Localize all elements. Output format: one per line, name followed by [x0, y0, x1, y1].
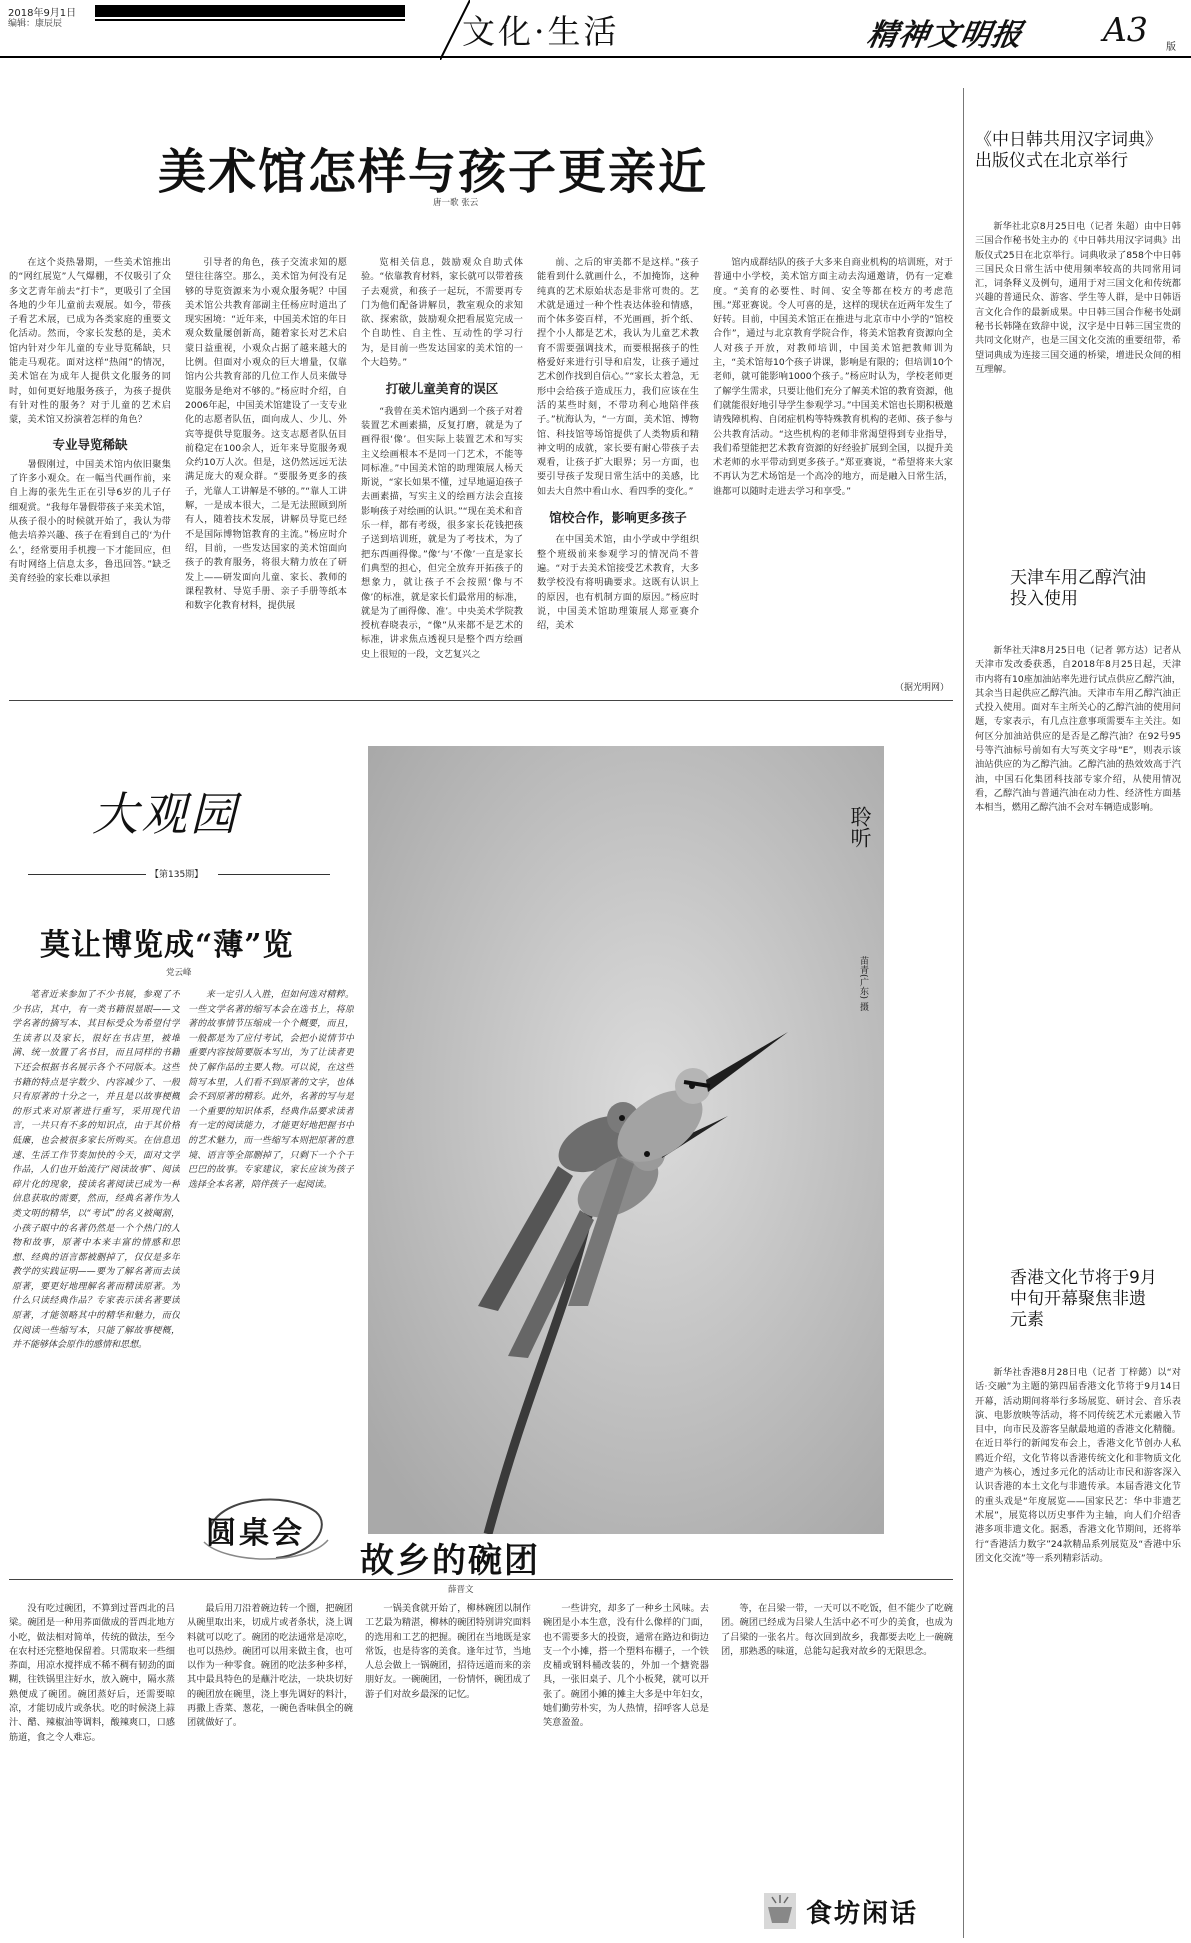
- right-item3-body: [975, 1366, 1181, 1934]
- header-divider: [963, 88, 964, 1938]
- hometown-column-3: [365, 1602, 531, 1936]
- paragraph: 暑假刚过，中国美术馆内依旧聚集了许多小观众。在一幅当代画作前，来自上海的张先生正在引导6岁的儿子仔细观赏。“我每年暑假带孩子来美术馆，从孩子很小的时候就开始了，我认为带他去培养兴趣、孩子在看到自己的‘为什么’，经常要用手机搜一下才能回应，但有时网络上信息太多，鲁迅回答。”缺乏美育经验的家长难以承担: [9, 458, 171, 585]
- header-date: 2018年9月1日: [8, 8, 77, 19]
- right-item1-title: 《中日韩共用汉字词典》出版仪式在北京举行: [975, 130, 1162, 171]
- main-article-byline: 唐一歌 张云: [433, 198, 479, 208]
- hometown-title: 故乡的碗团: [360, 1541, 540, 1581]
- header-black-bar: [95, 5, 405, 17]
- page-suffix: 版: [1166, 42, 1176, 53]
- paragraph: “我曾在美术馆内遇到一个孩子对着装置艺术画素描，反复打磨，就是为了画得很‘像’。但实际上装置艺术和写实主义绘画根本不是同一门艺术，不能等同标准。”中国美术馆的助理策展人杨天斯说，“家长如果不懂，过早地逼迫孩子去画素描，写实主义的绘画方法会直接影响孩子对绘画的认识。”“现在美术和音乐一样，都有考级，很多家长花钱把孩子送到培训班，就是为了考技术，为了把东西画得像。”像‘与’不像’一直是家长们典型的担心，但完全放弃开拓孩子的想象力，就让孩子不会按照‘像与不像’的标准，就是家长们最常用的标准，就是为了画得像、准’。中央美术学院教授杭春晓表示，“像”从来都不是艺术的标准，讲求焦点透视只是整个西方绘画史上很短的一段，文艺复兴之: [361, 405, 523, 660]
- main-article-source: （据光明网）: [895, 683, 950, 693]
- header-rule: [0, 56, 1191, 58]
- photo-caption-title: 聆听: [848, 806, 872, 848]
- paragraph: 一锅美食就开始了，柳林碗团以制作工艺最为精湛，柳林的碗团特别讲究面料的选用和工艺的把握。碗团在当地既是家常饭，也是待客的美食。逢年过节，当地人总会做上一锅碗团，招待远道而来的亲朋好友。一碗碗团，一份情怀，碗团成了游子们对故乡最深的记忆。: [365, 1603, 531, 1700]
- right-item3-title: 香港文化节将于9月中旬开幕聚焦非遗元素: [1010, 1268, 1157, 1330]
- header-diagonal: [440, 0, 470, 60]
- paragraph: 一些讲究，却多了一种乡土风味。去碗团是小本生意，没有什么像样的门面，也不需要多大的投资，通常在路边和街边支一个小摊，搭一个塑料布棚子，一个铁皮桶或钢料桶改装的，外加一个搪瓷器具，一张旧桌子、几个小板凳，就可以开张了。碗团小摊的摊主大多是中年妇女，她们勤劳朴实，为人热情，招呼客人总是笑意盈盈。: [543, 1603, 709, 1729]
- hometown-column-1: [9, 1602, 175, 1936]
- paragraph: 览相关信息，鼓励观众自助式体验。“依靠教育材料，家长就可以带着孩子去观赏，和孩子一起玩，不需要再专门为他们配备讲解员，教室观众的求知欲、探索欲，鼓励观众把看展览完成一个自助性、自主性、互动性的学习行为，是目前一些发达国家的美术馆的一个大趋势。”: [361, 257, 523, 369]
- daguanyuan-column-1: [12, 988, 180, 1576]
- paper-name-logo: 精神文明报: [864, 18, 1026, 53]
- right-item2-body: [975, 644, 1181, 1266]
- paragraph: 在中国美术馆，由小学或中学组织整个班级前来参观学习的情况尚不普遍。“对于去美术馆接受艺术教育，大多数学校没有将明确要求。这既有认识上的原因，也有机制方面的原因。”杨应时说，中国美术馆助理策展人郑亚赛介绍，美术: [537, 534, 699, 632]
- issue-left-line: [28, 874, 146, 875]
- article-column-1: [9, 256, 171, 696]
- paragraph: 新华社香港8月28日电（记者 丁梓懿）以“对话·交融”为主题的第四届香港文化节将于9月14日开幕，活动期间将举行多场展览、研讨会、音乐表演、电影放映等活动，将不同传统艺术元素融入节目中，向市民及游客呈献最地道的香港文化精髓。在近日举行的新闻发布会上，香港文化节创办人私鸥近介绍，文化节将以香港传统文化和非物质文化遗产为核心，透过多元化的活动让市民和游客深入认识香港的本土文化与非遗传承。本届香港文化节的重头戏是“年度展览——国家民艺：华中非遗艺术展”，展览将以历史事件为主轴，向人们介绍香港多项非遗文化。据悉，香港文化节期间，还将举行“香港活力数字”24款精品系列展览及“香港中乐团文化交流”等一系列精彩活动。: [975, 1367, 1181, 1564]
- paragraph: 最后用刀沿着碗边转一个圈，把碗团从碗里取出来，切成片或者条状，浇上调料就可以吃了。碗团的吃法通常是凉吃，也可以热炒。碗团可以用来做主食，也可以作为一种零食。碗团的吃法多种多样，其中最具特色的是蘸汁吃法，一块块切好的碗团放在碗里，浇上事先调好的料汁，再撒上香菜、葱花，一碗色香味俱全的碗团就做好了。: [187, 1603, 353, 1729]
- article-column-5: [713, 256, 953, 666]
- paragraph: 前、之后的审美都不是这样。”孩子能看到什么就画什么，不加掩饰，这种纯真的艺术原始状态是非常可贵的。艺术就是通过一种个性表达体验和情感，而个体多姿百样，不光画画，折个纸、捏个小人都是艺术，我认为儿童艺术教育不需要强调技术，而要根据孩子的性格爱好来进行引导和启发，让孩子通过艺术创作找到自信心。”“家长太着急，无形中会给孩子造成压力，我们应该在生活的某些时刻，不带功利心地陪伴孩子。”杭海认为，“一方面，美术馆、博物馆、科技馆等场馆提供了人类物质和精神文明的成就，家长要有耐心带孩子去观看，让孩子扩大眼界；另一方面，也要引导孩子发现日常生活中的美感，比如去大自然中看山水、看四季的变化。”: [537, 257, 699, 497]
- subheading-2: 打破儿童美育的误区: [385, 381, 499, 397]
- paragraph: 引导者的角色，孩子交流求知的愿望往往落空。那么，美术馆为何没有足够的导览资源来为小观众服务呢？中国美术馆公共教育部副主任杨应时道出了现实困境：“近年来，中国美术馆的年日观众数量屡创新高，随着家长对艺术启蒙日益重视，小观众占据了越来越大的比例。但面对小观众的巨大增量，仅靠馆内公共教育部的几位工作人员来做导览服务是绝对不够的。”杨应时介绍，自2006年起，中国美术馆建设了一支专业化的志愿者队伍，面向成人、少儿、外宾等提供导览服务。这支志愿者队伍目前稳定在100余人，近年来导览服务观众约10万人次。但是，这仍然远远无法满足庞大的观众群。“要服务更多的孩子，光靠人工讲解是不够的。”“靠人工讲解，一是成本很大，二是无法照顾到所有人，随着技术发展，讲解员导览已经不是国际博物馆教育的主流。”杨应时介绍，目前，一些发达国家的美术馆面向孩子的教育服务，将很大精力放在了研发上——研发面向儿童、家长、教师的课程教材、导览手册、亲子手册等纸本和数字化教育材料，提供展: [185, 257, 347, 612]
- food-logo-bowl-icon: [762, 1889, 802, 1933]
- main-article-bottom-rule: [9, 700, 953, 701]
- paragraph: 在这个炎热暑期，一些美术馆推出的“网红展览”人气爆棚，不仅吸引了众多文艺青年前去“打卡”，更吸引了全国各地的少年儿童前去观展。如今，带孩子看艺术展，已成为各类家庭的重要文化活动。然而，令家长发愁的是，美术馆内针对少年儿童的专业导览稀缺，只能走马观花。面对这样“热闹”的情况，美术馆在为成年人提供文化服务的同时，如何更好地服务孩子，为孩子提供有针对性的服务？对于儿童的艺术启蒙，美术馆又扮演着怎样的角色？: [9, 257, 171, 426]
- hometown-byline: 薛晋文: [448, 1585, 474, 1595]
- birds-on-branch-image: [368, 746, 884, 1534]
- right-item1-body: [975, 220, 1181, 560]
- article-column-4: [537, 256, 699, 696]
- right-item2-title: 天津车用乙醇汽油投入使用: [1010, 568, 1146, 609]
- main-article-title: 美术馆怎样与孩子更亲近: [158, 144, 709, 200]
- daguanyuan-title: 莫让博览成“薄”览: [40, 928, 294, 963]
- article-column-2: [185, 256, 347, 696]
- issue-right-line: [218, 874, 330, 875]
- header-underline: [95, 19, 405, 21]
- paragraph: 等，在吕梁一带，一天可以不吃饭，但不能少了吃碗团。碗团已经成为吕梁人生活中必不可少的美食，也成为了吕梁的一张名片。每次回到故乡，我都要去吃上一碗碗团，那熟悉的味道，总能勾起我对故乡的无限思念。: [721, 1603, 953, 1657]
- paragraph: 来一定引人入胜，但如何选对精粹。一些文学名著的缩写本会在选书上，将原著的故事情节压缩成一个个概要，而且，一般都是为了应付考试，会把小说情节中重要内容按简要版本写出，为了让读者更快了解作品的主要人物。可以说，在这些简写本里，人们看不到原著的文字，也体会不到原著的精彩。此外，名著的写与是一个重要的知识体系，经典作品要求读者有一定的阅读能力，才能更好地把握书中的艺术魅力，而一些缩写本则把原著的意境、语言等全部删掉了，只剩下一个个干巴巴的故事。专家建议，家长应该为孩子选择全本名著，陪伴孩子一起阅读。: [188, 990, 354, 1190]
- page-number: A3: [1103, 10, 1148, 49]
- daguanyuan-column-2: [188, 988, 354, 1368]
- daguanyuan-byline: 党云峰: [166, 968, 192, 978]
- hometown-column-5: [721, 1602, 953, 1870]
- paragraph: 没有吃过碗团，不算到过晋西北的吕梁。碗团是一种用荞面做成的晋西北地方小吃，做法相对简单，传统的做法，至今在农村还完整地保留着。只需取来一些细荞面，用凉水搅拌成不稀不稠有韧劲的面糊，往铁锅里注好水，放入碗中，隔水蒸熟便成了碗团。碗团蒸好后，还需要晾凉，才能切成片或条状。吃的时候浇上蒜汁、醋、辣椒油等调料，酸辣爽口，口感筋道，食之令人难忘。: [9, 1603, 175, 1743]
- roundtable-logo: [196, 1490, 336, 1566]
- daguanyuan-issue: 【第135期】: [150, 870, 204, 880]
- hometown-column-2: [187, 1602, 353, 1936]
- paragraph: 馆内成群结队的孩子大多来自商业机构的培训班，对于普通中小学校，美术馆方面主动去沟通邀请，仍有一定难度。“美育的必要性、时间、安全等都在校方的考虑范围。”郑亚赛说。令人可喜的是，这样的现状在近两年发生了好转。目前，中国美术馆正在推进与北京市中小学的“馆校合作”，通过与北京教育学院合作，将美术馆教育资源向全人对孩子开放，对教师培训，中国美术馆把教师训为主，“美术馆每10个孩子讲课，影响是有限的；但培训10个老师，就可能影响1000个孩子。”杨应时认为，学校老师更了解学生需求，只要让他们充分了解美术馆的教育资源，他们就能很好地引导学生参观学习。”中国美术馆也长期积极邀请残障机构、自闭症机构等特殊教育机构的老师、孩子参与公共教育活动。“这些机构的老师非常渴望得到专业指导，我们希望能把艺术教育资源的好经验扩展到全国，以提升美术老师的水平带动到更多孩子。”郑亚赛说，“希望将来大家不再认为艺术场馆是一个高冷的地方，而是融入日常生活，谁都可以随时走进去学习和享受。”: [713, 257, 953, 497]
- paragraph: 新华社天津8月25日电（记者 郭方达）记者从天津市发改委获悉，自2018年8月25日起，天津市内将有10座加油站率先进行试点供应乙醇汽油，其余当日起供应乙醇汽油。天津市车用乙醇汽油正式投入使用。面对车主所关心的乙醇汽油的使用问题，专家表示，有几点注意事项需要车主关注。如何区分加油站供应的是否是乙醇汽油？在92号95号等汽油标号前如有大写英文字母“E”，则表示该油站供应的为乙醇汽油。乙醇汽油的热效效高于汽油，中国石化集团科技部专家介绍，从使用情况看，乙醇汽油与普通汽油在动力性、经济性方面基本相当，燃用乙醇汽油不会对车辆造成影响。: [975, 645, 1181, 814]
- section-title: 文化·生活: [462, 12, 620, 51]
- food-logo-text: 食坊闲话: [806, 1899, 919, 1929]
- header-editor: 编辑：康辰辰: [8, 19, 63, 29]
- bee-eater-photo: [368, 746, 884, 1534]
- paragraph: 笔者近来参加了不少书展，参观了不少书店，其中，有一类书籍很显眼——文学名著的摘写本、其目标受众为希望付学生读者以及家长，很好在书店里，被堆满、统一放置了名书目，而且同样的书籍下还会根据书名展示各个不同版本。这些书籍的特点是字数少、内容减少了、一般只有原著的十分之一，并且是以故事梗概的形式来对原著进行重写，采用现代语言，一共只有不多的知识点，由于其价格低廉，也会被很多家长所购买。在信息迅速、生活工作节奏加快的今天，面对文学作品，人们也开始流行“阅读故事”、阅读碎片化的现象，接读名著阅读已成为一种信息获取的需要，然而，经典名著作为人类文明的精华，以“考试”的名义被阉割，小孩子眼中的名著仍然是一个个热门的人物和故事，原著中本来丰富的情感和思想、经典的语言都被删掉了，仅仅是多年教学的实践证明——要为了解名著而去读原著，要更好地理解名著而精读原著。为什么只读经典作品？专家表示读名著要读原著，才能领略其中的精华和魅力，而仅仅阅读一些缩写本，只能了解故事梗概，并不能够体会原作的感情和思想。: [12, 990, 180, 1351]
- subheading-3: 馆校合作，影响更多孩子: [549, 510, 687, 526]
- hometown-column-4: [543, 1602, 709, 1936]
- food-logo: [762, 1883, 952, 1939]
- roundtable-logo-text: 圆桌会: [206, 1516, 305, 1551]
- photo-caption-credit: 苗青(广东) 摄: [858, 956, 868, 1011]
- article-column-3: [361, 256, 523, 696]
- subheading-1: 专业导览稀缺: [52, 436, 128, 452]
- paragraph: 新华社北京8月25日电（记者 朱超）由中日韩三国合作秘书处主办的《中日韩共用汉字词典》出版仪式25日在北京举行。词典收录了858个中日韩三国民众日常生活中使用频率较高的共同常用词汇，词条释义及例句，通用于对三国文化和传统都兴趣的普通民众、游客、学生等人群，是中日韩语言文化合作的最新成果。中日韩三国合作秘书处副秘书长韩隆在致辞中说，汉字是中日韩三国宝贵的共同文化财产，也是三国文化交流的重要纽带，希望词典成为连接三国交通的桥梁，增进民众间的相互理解。: [975, 221, 1181, 375]
- daguanyuan-logo: 大观园: [92, 787, 239, 841]
